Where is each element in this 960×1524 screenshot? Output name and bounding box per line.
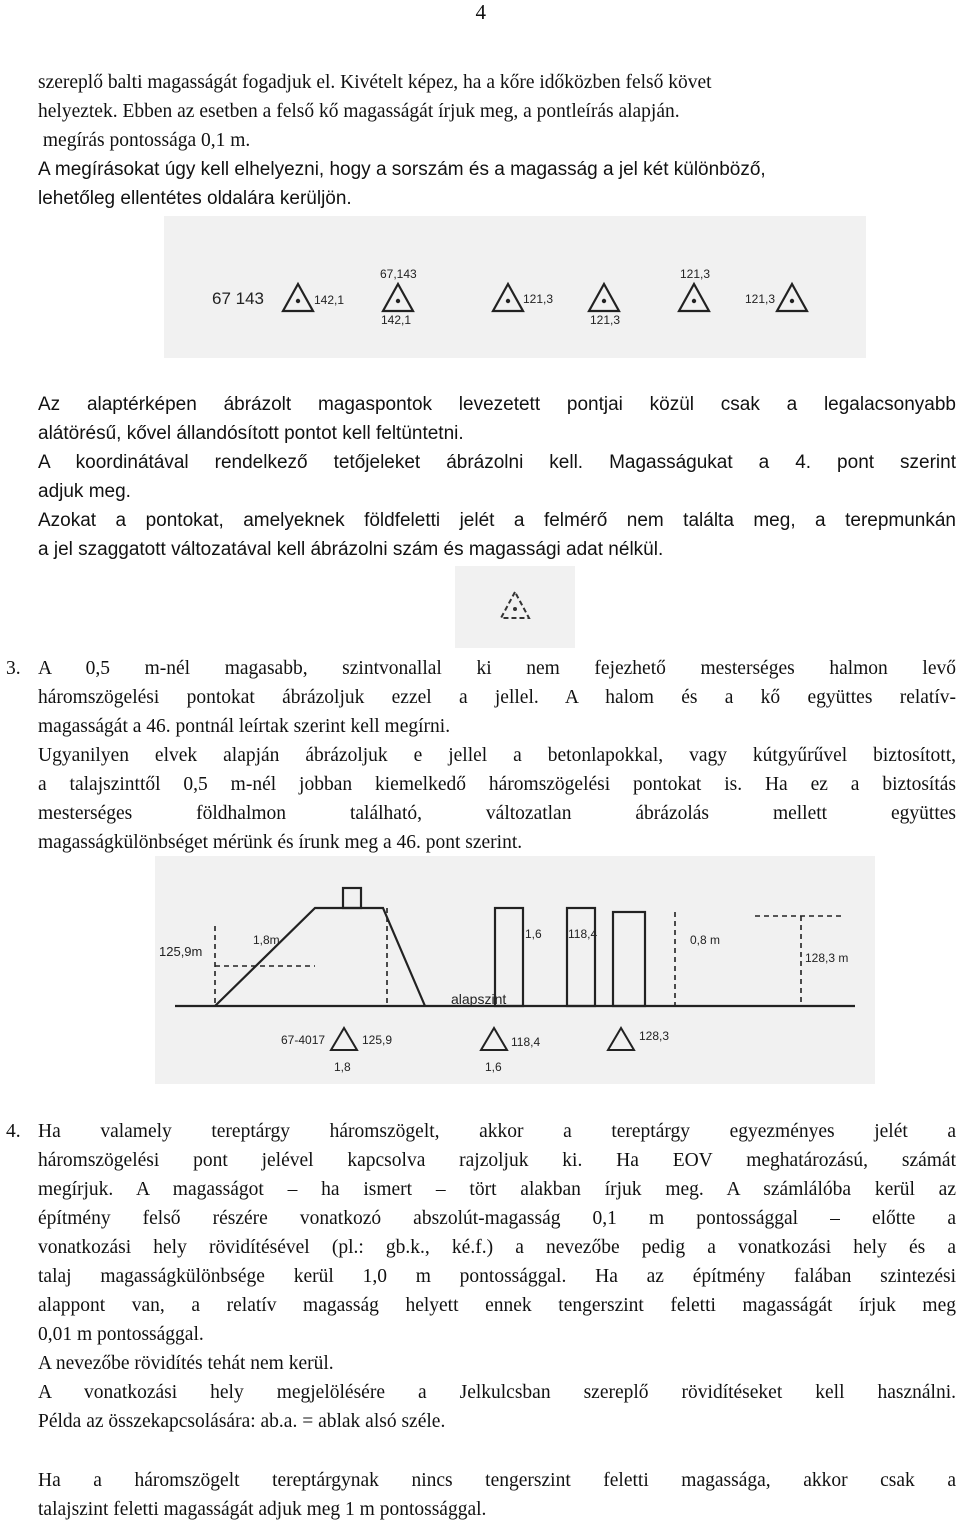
text-line: adjuk meg.: [38, 481, 131, 502]
section-number: 3.: [6, 658, 21, 679]
text-line: lehetőleg ellentétes oldalára kerüljön.: [38, 188, 352, 209]
closing-paragraph: [38, 1466, 956, 1524]
section-body: [38, 1117, 956, 1465]
text-line: Az alaptérképen ábrázolt magaspontok levezetett pontjai közül csak a legalacsonyabb: [38, 394, 956, 415]
text-line: Példa az összekapcsolására: ab.a. = ablak alsó széle.: [38, 1411, 446, 1432]
dim-label: 0,8 m: [690, 933, 721, 947]
symbol-sub: 1,6: [485, 1060, 502, 1074]
label-placement-figure: [164, 216, 866, 358]
dim-label: 128,3 m: [805, 951, 849, 965]
symbol-sub: 1,8: [334, 1060, 351, 1074]
label-height: 142,1: [381, 313, 412, 327]
text-line: magasságát a 46. pontnál leírtak szerint kell megírni.: [38, 716, 451, 737]
label-height: 121,3: [523, 292, 554, 306]
text-line: alátörésű, kővel állandósított pontot kell feltüntetni.: [38, 423, 464, 444]
text-line: A megírásokat úgy kell elhelyezni, hogy a sorszám és a magasság a jel két különböző,: [38, 159, 766, 180]
text-line: A nevezőbe rövidítés tehát nem kerül.: [38, 1353, 334, 1374]
dim-label: 1,6: [525, 927, 542, 941]
section-number: 4.: [6, 1121, 21, 1142]
intro-paragraph: [38, 68, 956, 213]
symbol-value: 118,4: [511, 1035, 541, 1049]
text-line: helyeztek. Ebben az esetben a felső kő magasságát írjuk meg, a pontleírás alapján.: [38, 101, 680, 122]
text-line: megírjuk. A magasságot – ha ismert – tört alakban írjuk meg. A számlálóba kerül az: [38, 1179, 956, 1200]
label-number: 67 143: [212, 289, 264, 308]
mound-shape: [215, 908, 425, 1006]
dim-label: 1,8m: [253, 933, 280, 947]
concrete-block-shape: [613, 912, 645, 1006]
dim-label: 118,4: [568, 927, 598, 941]
label-height: 121,3: [590, 313, 621, 327]
label-number: 67,143: [380, 267, 417, 281]
label-height: 142,1: [314, 293, 345, 307]
label-height: 121,3: [680, 267, 711, 281]
text-line: A 0,5 m-nél magasabb, szintvonallal ki nem fejezhető mesterséges halmon levő: [38, 658, 956, 679]
text-line: A koordinátával rendelkező tetőjeleket ábrázolni kell. Magasságukat a 4. pont szerint: [38, 452, 956, 473]
symbol-value: 125,9: [362, 1033, 393, 1047]
text-line: Ha a háromszögelt tereptárgynak nincs tengerszint feletti magassága, akkor csak a: [38, 1470, 956, 1491]
mound-height-drawing: [155, 856, 875, 1084]
text-line: a talajszinttől 0,5 m-nél jobban kiemelkedő háromszögelési pontokat is. Ha ez a biztosítás: [38, 774, 956, 795]
triangle-symbol: [283, 284, 313, 311]
triangle-symbol: [608, 1028, 634, 1050]
text-line: a jel szaggatott változatával kell ábrázolni szám és magassági adat nélkül.: [38, 539, 664, 560]
text-line: építmény felső részére vonatkozó abszolút-magasság 0,1 m pontossággal – előtte a: [38, 1208, 956, 1229]
text-line: Azokat a pontokat, amelyeknek földfeletti jelét a felmérő nem találta meg, a terepmunkán: [38, 510, 956, 531]
triangle-symbol: [679, 284, 709, 311]
text-line: vonatkozási hely rövidítésével (pl.: gb.k., ké.f.) a nevezőbe pedig a vonatkozási hely és a: [38, 1237, 956, 1258]
symbol-number: 67-4017: [281, 1033, 326, 1047]
text-line: magasságkülönbséget mérünk és írunk meg a 46. pont szerint.: [38, 832, 523, 853]
page-number: 4: [475, 0, 486, 24]
text-line: Ha valamely tereptárgy háromszögelt, akkor a tereptárgy egyezményes jelét a: [38, 1121, 956, 1142]
label-height: 121,3: [745, 292, 776, 306]
mound-height-diagram: [155, 856, 875, 1084]
triangle-symbol: [383, 284, 413, 311]
ring-right-wall: [567, 908, 598, 1006]
triangle-symbol: [777, 284, 807, 311]
text-line: szereplő balti magasságát fogadjuk el. Kivételt képez, ha a kőre időközben felső követ: [38, 72, 712, 93]
triangle-symbol: [493, 284, 523, 311]
dashed-symbol-figure: [455, 566, 575, 648]
ground-label: alapszint: [451, 991, 507, 1007]
text-line: megírás pontossága 0,1 m.: [38, 130, 251, 151]
section-body: [38, 654, 956, 857]
paragraph-leveling: [38, 390, 956, 564]
text-line: mesterséges földhalmon található, változatlan ábrázolás mellett együttes: [38, 803, 956, 824]
text-line: alappont van, a relatív magasság helyett ennek tengerszint feletti magasságát írjuk meg: [38, 1295, 956, 1316]
stone-shape: [343, 888, 361, 908]
text-line: A vonatkozási hely megjelölésére a Jelkulcsban szereplő rövidítéseket kell használni.: [38, 1382, 956, 1403]
label-placement-drawing: [164, 216, 866, 358]
blank-line: [38, 1436, 956, 1465]
dim-label: 125,9m: [159, 944, 203, 959]
symbol-value: 128,3: [639, 1029, 670, 1043]
triangle-symbol: [481, 1028, 507, 1050]
triangle-symbol: [331, 1028, 357, 1050]
text-line: Ugyanilyen elvek alapján ábrázoljuk e jellel a betonlapokkal, vagy kútgyűrűvel biztosított,: [38, 745, 956, 766]
text-line: háromszögelési pontokat ábrázoljuk ezzel a jellel. A halom és a kő együttes relatív-: [38, 687, 956, 708]
text-line: talajszint feletti magasságát adjuk meg 1 m pontossággal.: [38, 1499, 487, 1520]
triangle-symbol: [589, 284, 619, 311]
text-line: háromszögelési pont jelével kapcsolva rajzoljuk ki. Ha EOV meghatározású, számát: [38, 1150, 956, 1171]
dashed-triangle-icon: [455, 566, 575, 648]
text-line: 0,01 m pontossággal.: [38, 1324, 204, 1345]
text-line: talaj magasságkülönbsége kerül 1,0 m pontossággal. Ha az építmény falában szintezési: [38, 1266, 956, 1287]
